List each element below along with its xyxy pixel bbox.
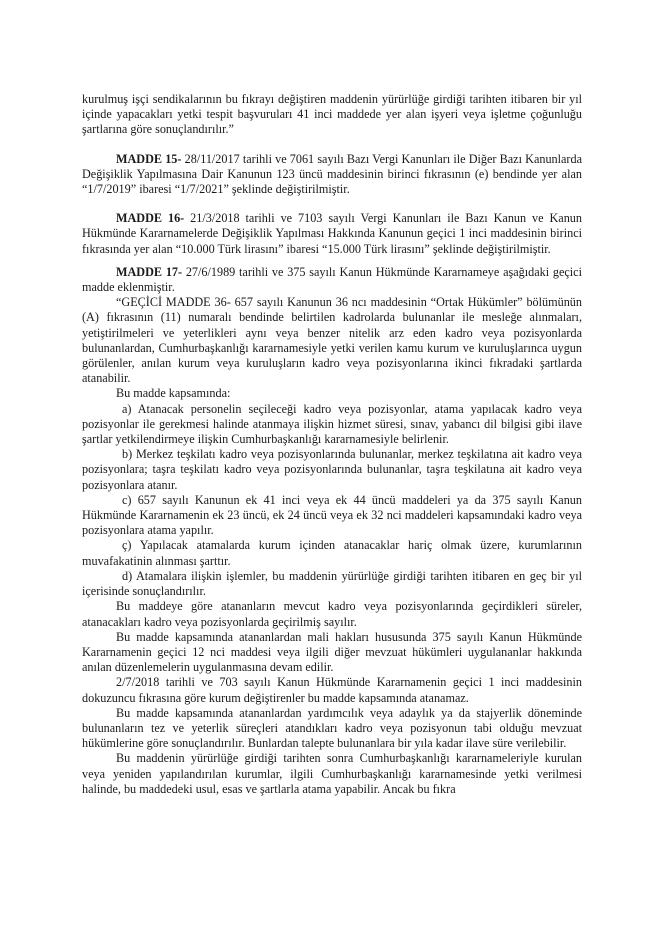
- scope-heading: Bu madde kapsamında:: [116, 386, 231, 401]
- item-a: a) Atanacak personelin seçileceği kadro veya pozisyonlar, atama yapılacak kadro veya pozisyonlar ile gerekmesi halinde atanmaya ilişkin hizmet süresi, sınav, yabancı dil bilgisi gibi ilave şartlar yetkilendirmeye ilişkin Cumhurbaşkanlığı kararnamesiyle belirlenir.: [82, 401, 582, 447]
- article-17: [82, 265, 582, 295]
- article-16: [82, 211, 582, 257]
- article-16-text: 21/3/2018 tarihli ve 7103 sayılı Vergi Kanunları ile Bazı Kanun ve Kanun Hükmünde Kararnamelerde Değişiklik Yapılması Hakkında Kanunun geçici 1 inci maddesinin birinci fıkrasında yer alan “10.000 Türk lirasını” ibaresi “15.000 Türk lirasını” şeklinde değiştirilmiştir.: [82, 211, 582, 256]
- paragraph-decree-703: 2/7/2018 tarihli ve 703 sayılı Kanun Hükmünde Kararnamenin geçici 1 inci maddesinin dokuzuncu fıkrasına göre kurum değiştirenler bu madde kapsamında atanamaz.: [82, 675, 582, 705]
- article-15-text: 28/11/2017 tarihli ve 7061 sayılı Bazı Vergi Kanunları ile Diğer Bazı Kanunlarda Değişiklik Yapılmasına Dair Kanunun 123 üncü maddesinin birinci fıkrasının (e) bendinde yer alan “1/7/2019” ibaresi “1/7/2021” şeklinde değiştirilmiştir.: [82, 151, 582, 197]
- paragraph-service-periods: Bu maddeye göre atananların mevcut kadro veya pozisyonlarında geçirdikleri süreler, atanacakları kadro veya pozisyonlarda geçirilmiş sayılır.: [82, 599, 582, 629]
- paragraph-financial-rights: Bu madde kapsamında atananlardan mali hakları hususunda 375 sayılı Kanun Hükmünde Kararnamenin geçici 12 nci maddesi veya ilgili diğer mevzuat hükümleri uygulananlar hakkında anılan düzenlemelerin uygulanmasına devam edilir.: [82, 629, 582, 675]
- article-17-heading: MADDE 17-: [116, 264, 183, 279]
- provisional-article-36-intro: “GEÇİCİ MADDE 36- 657 sayılı Kanunun 36 ncı maddesinin “Ortak Hükümler” bölümünün (A) fıkrasının (11) numaralı bendinde belirtilen kadrolarda bulunanlar ile mesleğe alınmaları, yetiştirilmeleri ve yeterlikleri aynı veya benzer nitelik arz eden kadro veya pozisyonlarda bulunanlardan, Cumhurbaşkanlığı kararnamesiyle yetki verilen kamu kurum ve kuruluşlarınca uygun görülenler, anılan kurum veya kuruluşların kadro veya pozisyonlarına ikinci fıkradaki şartlarda atanabilir.: [82, 295, 582, 386]
- article-17-text: 27/6/1989 tarihli ve 375 sayılı Kanun Hükmünde Kararnameye aşağıdaki geçici madde eklenmiştir.: [82, 264, 582, 295]
- item-b: b) Merkez teşkilatı kadro veya pozisyonlarında bulunanlar, merkez teşkilatına ait kadro veya pozisyonlara; taşra teşkilatı kadro veya pozisyonlarında bulunanlar, taşra teşkilatına ait kadro veya pozisyonlara atanır.: [82, 447, 582, 492]
- paragraph-assistantship: Bu madde kapsamında atananlardan yardımcılık veya adaylık ya da stajyerlik döneminde bulunanların tez ve yeterlik süreçleri atandıkları kadro veya pozisyonun tabi olduğu mevzuat hükümlerine göre sonuçlandırılır. Bunlardan talepte bulunanlara bir yıla kadar ilave süre verilebilir.: [82, 705, 582, 751]
- paragraph-new-institutions: Bu maddenin yürürlüğe girdiği tarihten sonra Cumhurbaşkanlığı kararnameleriyle kurulan veya yeniden yapılandırılan kurumlar, ilgili Cumhurbaşkanlığı kararnamesinde yetki verilmesi halinde, bu maddedeki usul, esas ve şartlarla atama yapabilir. Ancak bu fıkra: [82, 751, 582, 796]
- paragraph-continuation: kurulmuş işçi sendikalarının bu fıkrayı değiştiren maddenin yürürlüğe girdiği tarihten itibaren bir yıl içinde yapacakları yetki tespit başvuruları 41 inci maddede yer alan işyeri veya işletme çoğunluğu şartlarına göre sonuçlandırılır.”: [82, 92, 582, 137]
- document-page: [82, 92, 582, 797]
- article-15-heading: MADDE 15-: [116, 151, 182, 166]
- article-16-heading: MADDE 16-: [116, 211, 185, 226]
- item-c-cedilla: ç) Yapılacak atamalarda kurum içinden atanacaklar hariç olmak üzere, kurumlarının muvafakatinin alınması şarttır.: [82, 538, 582, 568]
- article-15: [82, 152, 582, 198]
- item-c: c) 657 sayılı Kanunun ek 41 inci veya ek 44 üncü maddeleri ya da 375 sayılı Kanun Hükmünde Kararnamenin ek 23 üncü, ek 24 üncü veya ek 32 nci maddeleri kapsamındaki kadro veya pozisyonlara atama yapılır.: [82, 492, 582, 538]
- item-d: d) Atamalara ilişkin işlemler, bu maddenin yürürlüğe girdiği tarihten itibaren en geç bir yıl içerisinde sonuçlandırılır.: [82, 568, 582, 599]
